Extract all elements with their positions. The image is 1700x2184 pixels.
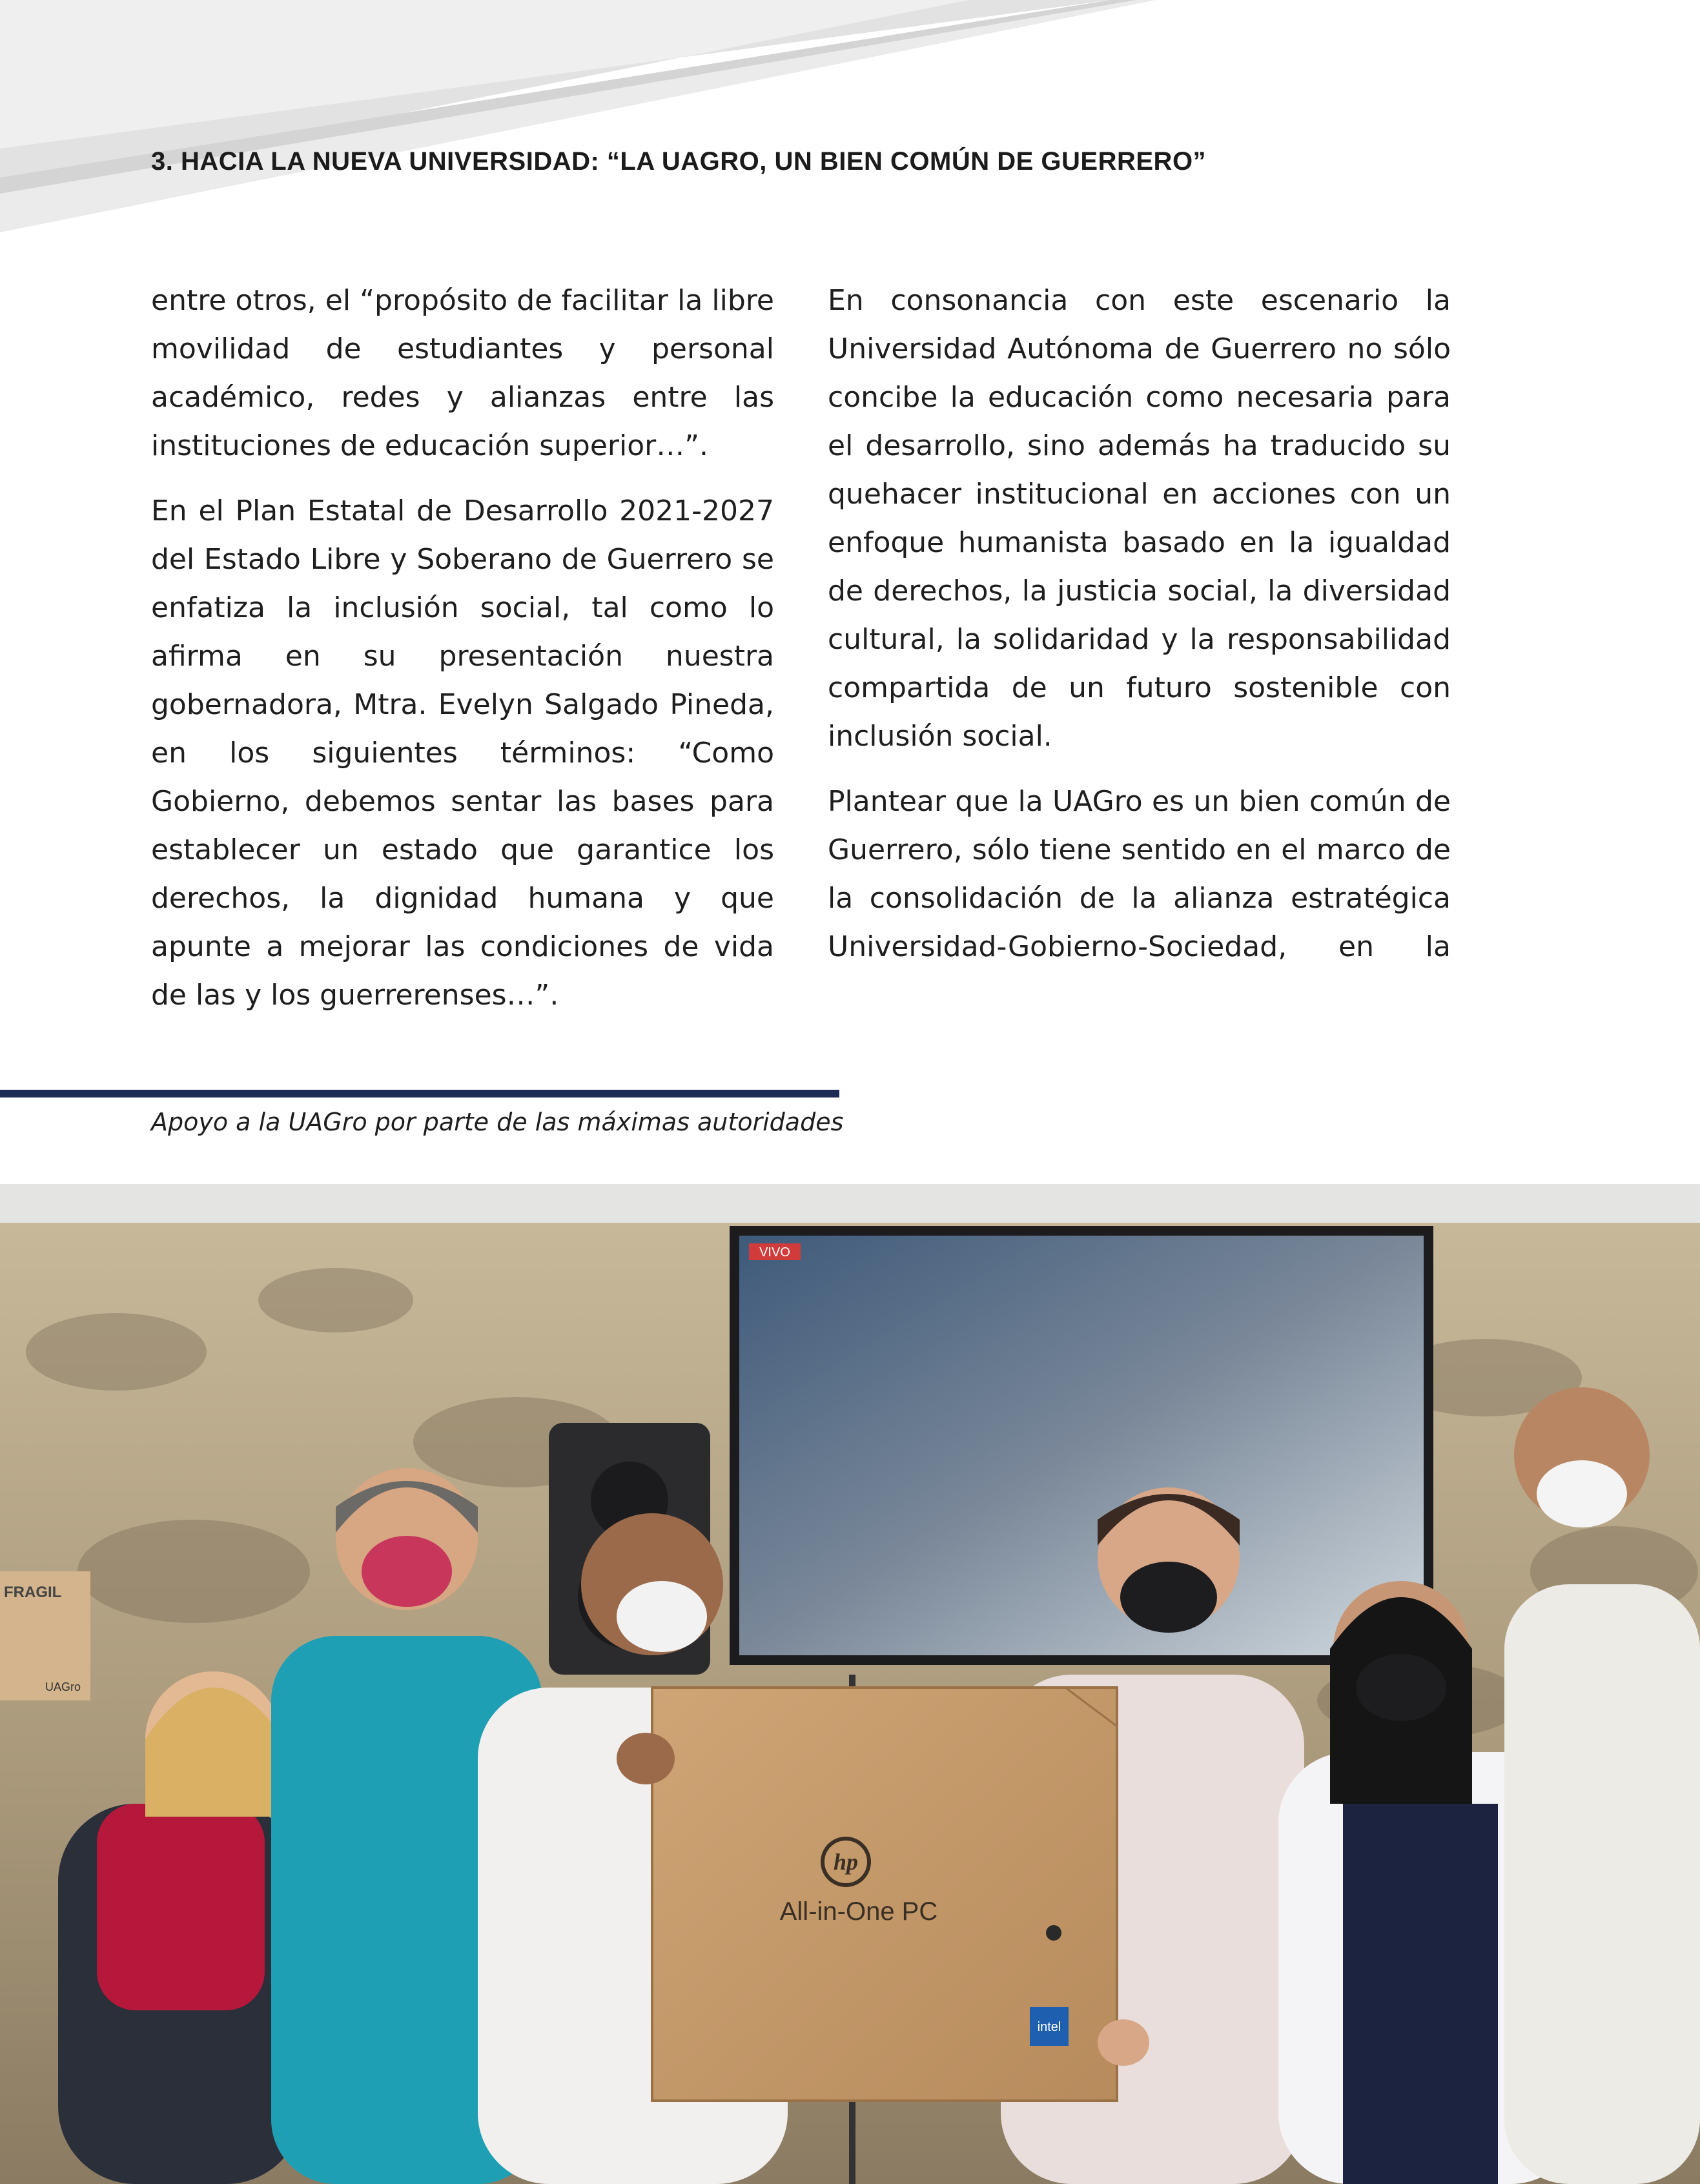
section-title: 3. HACIA LA NUEVA UNIVERSIDAD: “LA UAGRO, UN BIEN COMÚN DE GUERRERO” — [151, 147, 1207, 176]
paragraph: En consonancia con este escenario la Universidad Autónoma de Guerrero no sólo concibe la educación como necesaria para el desarrollo, sino además ha traducido su quehacer institucional en acciones con un enfoque humanista basado en la igualdad de derechos, la justicia social, la diversidad cultural, la solidaridad y la responsabilidad compartida de un futuro sostenible con inclusión social. — [828, 284, 1451, 753]
right-text-column — [828, 276, 1451, 988]
paragraph: En el Plan Estatal de Desarrollo 2021-2027 del Estado Libre y Soberano de Guerrero se enfatiza la inclusión social, tal como lo afirma en su presentación nuestra gobernadora, Mtra. Evelyn Salgado Pineda, en los siguientes términos: “Como Gobierno, debemos sentar las bases para establecer un estado que garantice los derechos, la dignidad humana y que apunte a mejorar las condiciones de vida de las y los guerrerenses…”. — [151, 495, 774, 1012]
uniform-logo-text: UAGro — [45, 1680, 81, 1693]
fragile-box-label: FRAGIL — [4, 1584, 62, 1601]
screen-live-badge: VIVO — [759, 1245, 790, 1260]
paragraph: Plantear que la UAGro es un bien común de Guerrero, sólo tiene sentido en el marco de la consolidación de la alianza estratégica Universidad-Gobierno-Sociedad, en la — [828, 785, 1451, 963]
hp-logo: hp — [833, 1849, 859, 1875]
figure-caption: Apoyo a la UAGro por parte de las máximas autoridades — [151, 1108, 844, 1136]
caption-rule — [0, 1090, 839, 1097]
left-text-column — [151, 276, 774, 1036]
header-banner-decoration — [0, 0, 1700, 232]
paragraph: entre otros, el “propósito de facilitar la libre movilidad de estudiantes y personal académico, redes y alianzas entre las instituciones de educación superior…”. — [151, 284, 774, 462]
box-product-label: All-in-One PC — [779, 1897, 938, 1926]
intel-badge: intel — [1037, 2020, 1061, 2034]
event-photo — [0, 1184, 1700, 2184]
